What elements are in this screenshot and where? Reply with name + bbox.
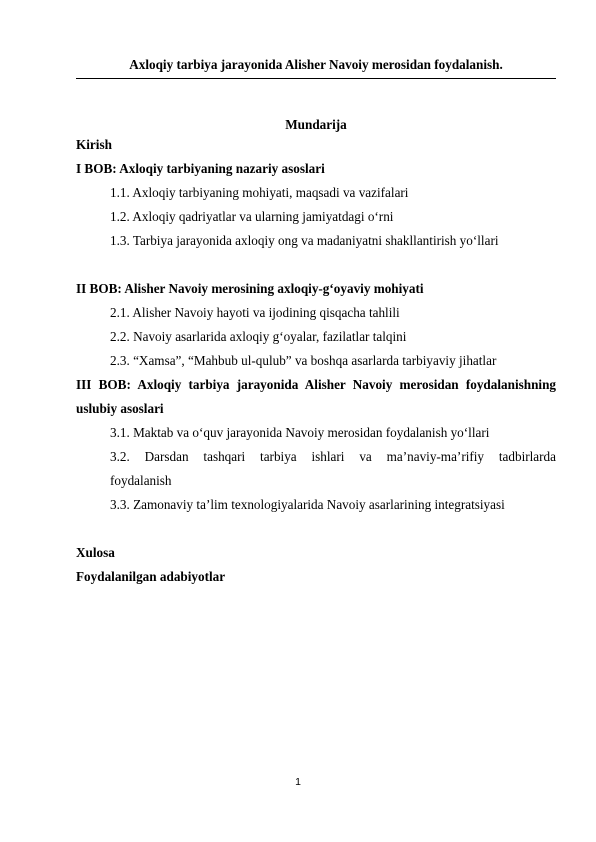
toc-item-1-1: 1.1. Axloqiy tarbiyaning mohiyati, maqsadi va vazifalari xyxy=(110,185,409,200)
toc-chapter3-title-line1 xyxy=(76,377,556,393)
page-number: 1 xyxy=(295,776,301,788)
toc-item-1-2: 1.2. Axloqiy qadriyatlar va ularning jamiyatdagi o‘rni xyxy=(110,209,394,224)
toc-references: Foydalanilgan adabiyotlar xyxy=(76,569,226,584)
toc-intro: Kirish xyxy=(76,137,112,152)
toc-item-2-3: 2.3. “Xamsa”, “Mahbub ul-qulub” va boshqa asarlarda tarbiyaviy jihatlar xyxy=(110,353,497,368)
toc-chapter3-title-text: III BOB: Axloqiy tarbiya jarayonida Alisher Navoiy merosidan foydalanishning xyxy=(76,377,556,392)
toc-item-3-2-line1 xyxy=(110,449,556,465)
toc-item-2-1: 2.1. Alisher Navoiy hayoti va ijodining qisqacha tahlili xyxy=(110,305,400,320)
page-header-title: Axloqiy tarbiya jarayonida Alisher Navoiy merosidan foydalanish. xyxy=(129,57,503,72)
toc-title: Mundarija xyxy=(285,117,347,132)
toc-conclusion: Xulosa xyxy=(76,545,115,560)
header-divider xyxy=(76,78,556,79)
toc-chapter2-title: II BOB: Alisher Navoiy merosining axloqiy-g‘oyaviy mohiyati xyxy=(76,281,424,296)
toc-chapter1-title: I BOB: Axloqiy tarbiyaning nazariy asoslari xyxy=(76,161,325,176)
toc-item-3-2-line2: foydalanish xyxy=(110,473,172,488)
toc-item-2-2: 2.2. Navoiy asarlarida axloqiy g‘oyalar, fazilatlar talqini xyxy=(110,329,407,344)
toc-item-3-2-text: 3.2. Darsdan tashqari tarbiya ishlari va ma’naviy-ma’rifiy tadbirlarda xyxy=(110,449,556,464)
toc-item-3-3: 3.3. Zamonaviy ta’lim texnologiyalarida Navoiy asarlarining integratsiyasi xyxy=(110,497,505,512)
toc-item-1-3: 1.3. Tarbiya jarayonida axloqiy ong va madaniyatni shakllantirish yo‘llari xyxy=(110,233,499,248)
toc-chapter3-title-line2: uslubiy asoslari xyxy=(76,401,164,416)
toc-item-3-1: 3.1. Maktab va o‘quv jarayonida Navoiy merosidan foydalanish yo‘llari xyxy=(110,425,490,440)
